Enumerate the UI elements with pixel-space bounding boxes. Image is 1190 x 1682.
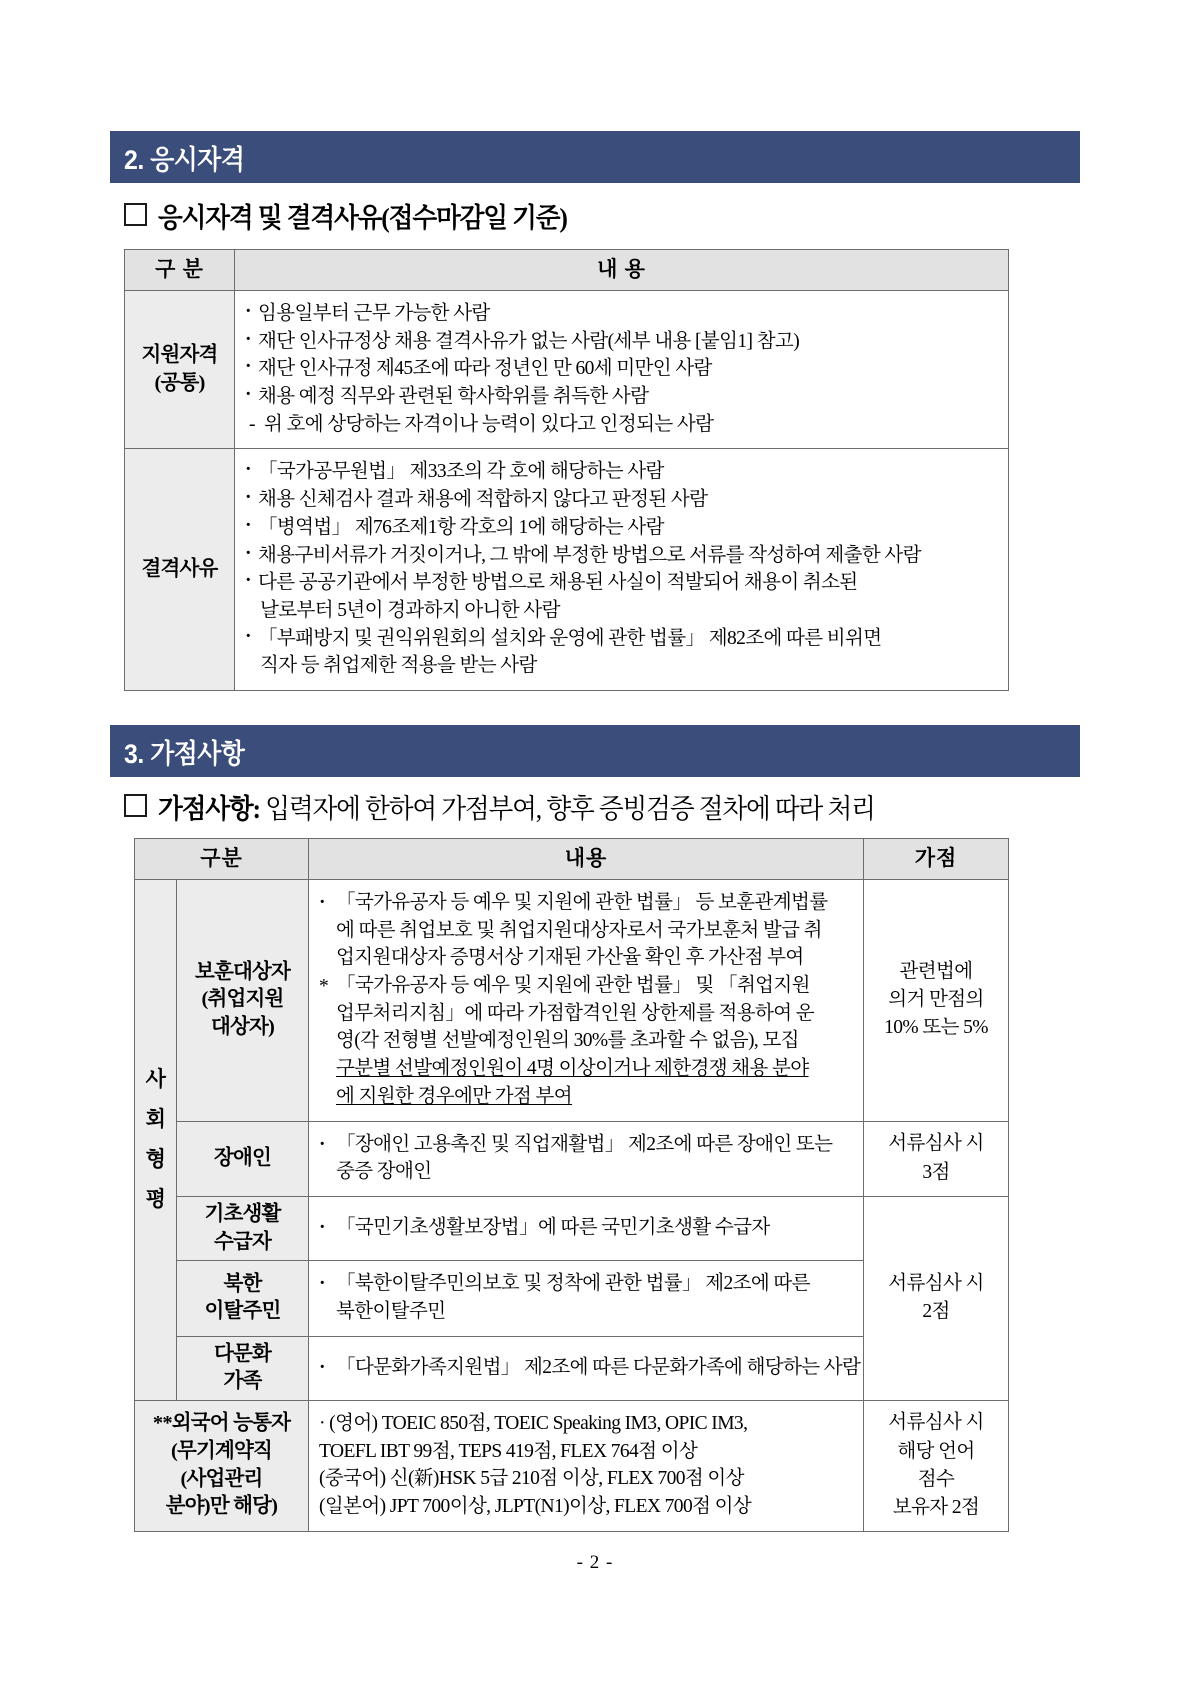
points-foreign-language (864, 1400, 1009, 1531)
points-line: 서류심사 시 (888, 1412, 984, 1434)
column-header-content: 내 용 (235, 250, 1009, 291)
section-banner-2-label: 2. 응시자격 (124, 144, 245, 175)
bullet-marker: · (319, 1133, 325, 1155)
square-bullet-icon (124, 203, 147, 226)
section-banner-3 (110, 725, 1080, 777)
table-header-row (135, 839, 1009, 880)
content-line: 「다문화가족지원법」 제2조에 따른 다문화가족에 해당하는 사람 (336, 1356, 861, 1378)
list-item: · 「병역법」 제76조제1항 각호의 1에 해당하는 사람 (245, 514, 1000, 542)
content-block (319, 889, 855, 972)
sub-label-multicultural-family (177, 1336, 309, 1400)
sub-label-veterans (177, 880, 309, 1122)
points-veterans (864, 880, 1009, 1122)
points-line: 서류심사 시 (888, 1133, 984, 1155)
list-item: · 채용구비서류가 거짓이거나, 그 밖에 부정한 방법으로 서류를 작성하여 제출한 사람 (245, 542, 1000, 570)
row-label-line1: 지원자격 (141, 344, 218, 367)
group-label-char: 사 (145, 1067, 166, 1092)
content-block (319, 1270, 855, 1325)
sub-label-basic-living (177, 1196, 309, 1260)
content-block (319, 1131, 855, 1186)
row-content-disqualification (235, 449, 1009, 691)
content-line: 「국민기초생활보장법」에 따른 국민기초생활 수급자 (336, 1217, 770, 1239)
row-content-foreign-language (309, 1400, 864, 1531)
table-row (135, 880, 1009, 1122)
points-basic-living-group (864, 1196, 1009, 1400)
list-item: · 재단 인사규정 제45조에 따라 정년인 만 60세 미만인 사람 (245, 355, 1000, 383)
column-header-category: 구 분 (125, 250, 235, 291)
row-label-disqualification (125, 449, 235, 691)
table-row (135, 1400, 1009, 1531)
list-item: · 다른 공공기관에서 부정한 방법으로 채용된 사실이 적발되어 채용이 취소된 (245, 569, 1000, 597)
sub-label-line: (사업관리 (180, 1467, 263, 1490)
content-line: 북한이탈주민 (336, 1300, 446, 1322)
sub-label-line: 대상자) (210, 1016, 275, 1039)
section-banner-3-label: 3. 가점사항 (124, 738, 245, 769)
points-line: 보유자 2점 (892, 1497, 980, 1519)
points-line: 점수 (917, 1468, 955, 1490)
sub-label-line: (무기계약직 (170, 1440, 273, 1463)
bullet-marker: · (319, 892, 325, 913)
heading-bonus-points-label (158, 787, 875, 826)
sub-label-line: 기초생활 (204, 1202, 281, 1225)
content-block-text (336, 1131, 855, 1186)
content-line: 「장애인 고용촉진 및 직업재활법」 제2조에 따른 장애인 또는 (336, 1133, 833, 1155)
table-header-row (125, 250, 1009, 291)
column-header-content: 내용 (309, 839, 864, 880)
sub-label-disabled (177, 1121, 309, 1196)
sub-label-line: 이탈주민 (204, 1300, 281, 1323)
row-content-veterans (309, 880, 864, 1122)
content-line: (중국어) 신(新)HSK 5급 210점 이상, FLEX 700점 이상 (319, 1468, 744, 1490)
content-line-underlined: 에 지원한 경우에만 가점 부여 (336, 1085, 572, 1107)
content-block-text (336, 972, 855, 1110)
content-block-text (336, 1354, 860, 1382)
bullet-marker: · (319, 1273, 325, 1295)
asterisk-marker: * (319, 976, 329, 998)
heading-bonus-normal: 입력자에 한하여 가점부여, 향후 증빙검증 절차에 따라 처리 (265, 794, 875, 824)
column-header-points: 가점 (864, 839, 1009, 880)
row-content-multicultural-family (309, 1336, 864, 1400)
content-line-underlined: 구분별 선발예정인원이 4명 이상이거나 제한경쟁 채용 분야 (336, 1058, 809, 1080)
content-block (319, 1354, 861, 1382)
list-item: · 채용 신체검사 결과 채용에 적합하지 않다고 판정된 사람 (245, 486, 1000, 514)
table-row (125, 291, 1009, 449)
sub-label-line: 수급자 (214, 1230, 272, 1253)
sub-label-foreign-language (135, 1400, 309, 1531)
points-disabled (864, 1121, 1009, 1196)
row-content-basic-living (309, 1196, 864, 1260)
sub-label-north-korean-defector (177, 1261, 309, 1336)
points-line: 3점 (922, 1161, 950, 1183)
heading-eligibility-label: 응시자격 및 결격사유(접수마감일 기준) (158, 203, 567, 233)
content-block (319, 972, 855, 1110)
bullet-marker: · (319, 1356, 325, 1378)
heading-bonus-points (124, 787, 912, 826)
content-line: 업무처리지침」에 따라 가점합격인원 상한제를 적용하여 운 (336, 1002, 814, 1024)
list-item: · 채용 예정 직무와 관련된 학사학위를 취득한 사람 (245, 383, 1000, 411)
group-label-social-equity (135, 880, 177, 1401)
points-line: 해당 언어 (897, 1440, 975, 1462)
sub-label-line: 가족 (223, 1370, 262, 1393)
points-line: 2점 (922, 1301, 950, 1323)
sub-label-line: 장애인 (214, 1146, 272, 1169)
points-line: 서류심사 시 (888, 1273, 984, 1295)
sub-label-line: **외국어 능통자 (152, 1412, 291, 1435)
list-item: · 임용일부터 근무 가능한 사람 (245, 300, 1000, 328)
content-block-text (336, 1270, 855, 1325)
content-line: TOEFL IBT 99점, TEPS 419점, FLEX 764점 이상 (319, 1440, 698, 1462)
page-number: - 2 - (576, 1552, 614, 1573)
column-header-category: 구분 (135, 839, 309, 880)
list-item: · 「국가공무원법」 제33조의 각 호에 해당하는 사람 (245, 458, 1000, 486)
group-label-char: 평 (145, 1186, 166, 1211)
sub-label-line: 북한 (223, 1272, 262, 1295)
row-content-north-korean-defector (309, 1261, 864, 1336)
content-line: 영(각 전형별 선발예정인원의 30%를 초과할 수 없음), 모집 (336, 1030, 799, 1052)
heading-eligibility (124, 196, 588, 235)
points-line: 10% 또는 5% (884, 1017, 988, 1039)
heading-bonus-bold: 가점사항: (158, 794, 260, 824)
bullet-marker: · (319, 1217, 325, 1239)
content-line: · (영어) TOEIC 850점, TOEIC Speaking IM3, OPIC IM3, (319, 1412, 748, 1434)
list-item: - 위 호에 상당하는 자격이나 능력이 있다고 인정되는 사람 (245, 411, 1000, 439)
table-row (125, 449, 1009, 691)
section-banner-2 (110, 131, 1080, 183)
content-line: 에 따른 취업보호 및 취업지원대상자로서 국가보훈처 발급 취 (336, 919, 822, 941)
table-row (135, 1196, 1009, 1260)
square-bullet-icon (124, 794, 147, 817)
content-line: 「국가유공자 등 예우 및 지원에 관한 법률」 및 「취업지원 (336, 975, 810, 997)
list-item-continuation: 날로부터 5년이 경과하지 아니한 사람 (260, 599, 560, 621)
row-label-line1: 결격사유 (141, 557, 218, 580)
content-line: (일본어) JPT 700이상, JLPT(N1)이상, FLEX 700점 이상 (319, 1496, 752, 1517)
points-line: 관련법에 (899, 960, 973, 982)
row-label-line2: (공통) (154, 371, 205, 394)
points-line: 의거 만점의 (888, 989, 984, 1011)
content-block (319, 1214, 855, 1242)
sub-label-line: 보훈대상자 (195, 960, 291, 983)
content-line: 중증 장애인 (336, 1161, 432, 1183)
content-line: 「북한이탈주민의보호 및 정착에 관한 법률」 제2조에 따른 (336, 1273, 810, 1295)
content-block-text (336, 1214, 855, 1242)
row-label-qualification (125, 291, 235, 449)
content-line: 업지원대상자 증명서상 기재된 가산율 확인 후 가산점 부여 (336, 947, 804, 969)
eligibility-table (124, 249, 1009, 691)
page-footer (0, 1552, 1190, 1574)
table-row (135, 1121, 1009, 1196)
sub-label-line: (취업지원 (201, 988, 284, 1011)
content-line: 「국가유공자 등 예우 및 지원에 관한 법률」 등 보훈관계법률 (336, 892, 828, 913)
list-item: · 재단 인사규정상 채용 결격사유가 없는 사람(세부 내용 [붙임1] 참고) (245, 328, 1000, 356)
sub-label-line: 분야)만 해당) (165, 1495, 278, 1518)
bonus-points-table (134, 838, 1009, 1532)
list-item: · 「부패방지 및 권익위원회의 설치와 운영에 관한 법률」 제82조에 따른 비위면 (245, 625, 1000, 653)
row-content-qualification (235, 291, 1009, 449)
content-block-text (336, 889, 855, 972)
group-label-char: 회 (145, 1107, 166, 1132)
sub-label-line: 다문화 (214, 1342, 272, 1365)
row-content-disabled (309, 1121, 864, 1196)
list-item-continuation: 직자 등 취업제한 적용을 받는 사람 (260, 655, 537, 677)
group-label-char: 형 (145, 1146, 166, 1171)
